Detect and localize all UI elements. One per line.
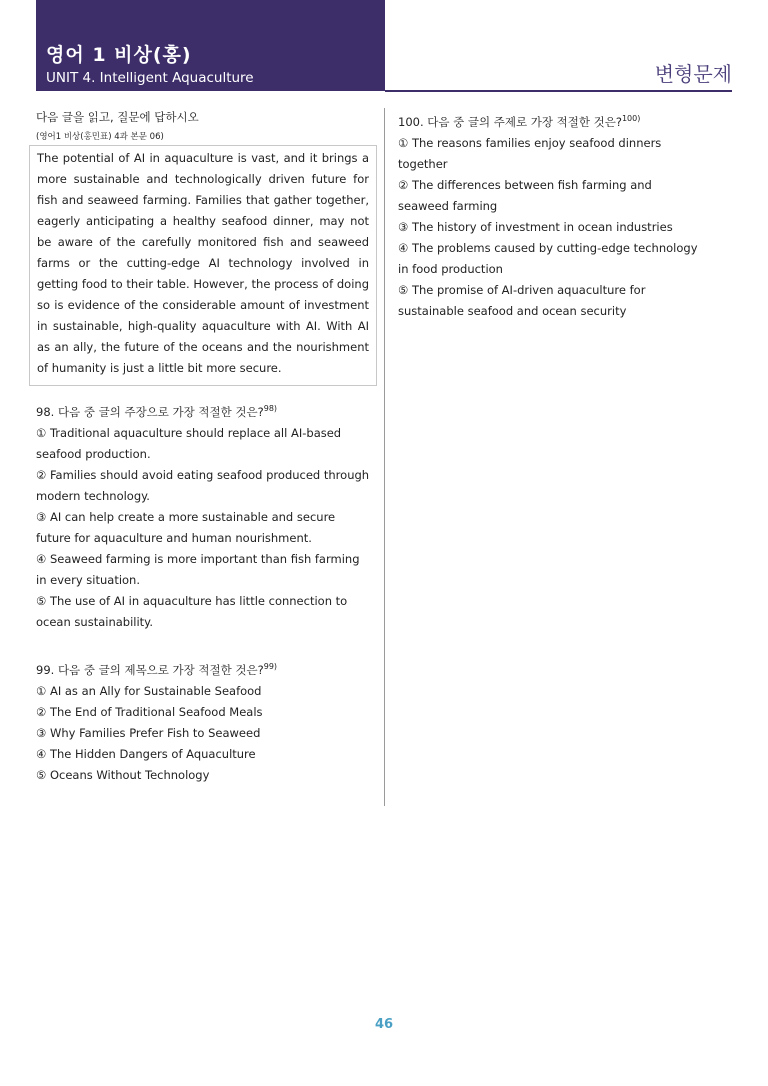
q100-option: ⑤ The promise of AI-driven aquaculture for sustainable seafood and ocean security bbox=[398, 282, 646, 318]
left-column bbox=[36, 108, 370, 786]
question-100-text: 100. 다음 중 글의 주제로 가장 적절한 것은? bbox=[398, 114, 622, 129]
column-divider bbox=[384, 108, 385, 806]
source-note: (영어1 비상(홍민표) 4과 본문 06) bbox=[36, 132, 164, 142]
q98-option: ③ AI can help create a more sustainable and secure future for aquaculture and human nourishment. bbox=[36, 509, 336, 545]
q99-option: ⑤ Oceans Without Technology bbox=[36, 767, 210, 782]
passage-box: The potential of AI in aquaculture is vast, and it brings a more sustainable and technologically driven future for fish and seaweed farming. Families that gather together, eagerly anticipating a healthy seafood dinner, may not be aware of the carefully monitored fish and seaweed farms or the cutting-edge AI technology involved in getting food to their table. However, the process of doing so is evidence of the considerable amount of investment in sustainable, high-quality aquaculture with AI. With AI as an ally, the future of the oceans and the nourishment of humanity is just a little bit more secure. bbox=[29, 145, 377, 386]
question-98 bbox=[36, 398, 370, 633]
q99-option: ③ Why Families Prefer Fish to Seaweed bbox=[36, 725, 261, 740]
q98-option: ① Traditional aquaculture should replace all AI-based seafood production. bbox=[36, 425, 342, 461]
q100-option: ② The differences between fish farming and seaweed farming bbox=[398, 177, 652, 213]
question-98-text: 98. 다음 중 글의 주장으로 가장 적절한 것은? bbox=[36, 404, 264, 419]
question-99 bbox=[36, 656, 370, 786]
footnote-100: 100) bbox=[621, 114, 641, 123]
question-98-stem bbox=[36, 398, 370, 423]
question-100-stem bbox=[398, 108, 706, 133]
footnote-98: 98) bbox=[263, 404, 278, 413]
question-100 bbox=[398, 108, 706, 322]
unit-subtitle: UNIT 4. Intelligent Aquaculture bbox=[46, 70, 254, 86]
instruction: 다음 글을 읽고, 질문에 답하시오 bbox=[36, 110, 199, 124]
q99-option: ① AI as an Ally for Sustainable Seafood bbox=[36, 683, 262, 698]
right-column bbox=[398, 108, 706, 322]
q98-option: ④ Seaweed farming is more important than fish farming in every situation. bbox=[36, 551, 360, 587]
section-badge: 변형문제 bbox=[654, 62, 732, 86]
footnote-99: 99) bbox=[263, 661, 278, 671]
question-99-stem bbox=[36, 656, 370, 681]
q98-option: ② Families should avoid eating seafood produced through modern technology. bbox=[36, 467, 370, 503]
page-number: 46 bbox=[374, 1017, 394, 1032]
q100-option: ④ The problems caused by cutting-edge technology in food production bbox=[398, 240, 698, 276]
q98-option: ⑤ The use of AI in aquaculture has little connection to ocean sustainability. bbox=[36, 593, 348, 629]
q99-option: ④ The Hidden Dangers of Aquaculture bbox=[36, 746, 256, 761]
question-99-text: 99. 다음 중 글의 제목으로 가장 적절한 것은? bbox=[36, 662, 264, 677]
header-banner bbox=[36, 0, 385, 91]
header-rule bbox=[385, 90, 732, 92]
q100-option: ① The reasons families enjoy seafood dinners together bbox=[398, 135, 662, 171]
q100-option: ③ The history of investment in ocean industries bbox=[398, 219, 673, 234]
page-title: 영어 1 비상(홍) bbox=[46, 44, 192, 66]
q99-option: ② The End of Traditional Seafood Meals bbox=[36, 704, 263, 719]
